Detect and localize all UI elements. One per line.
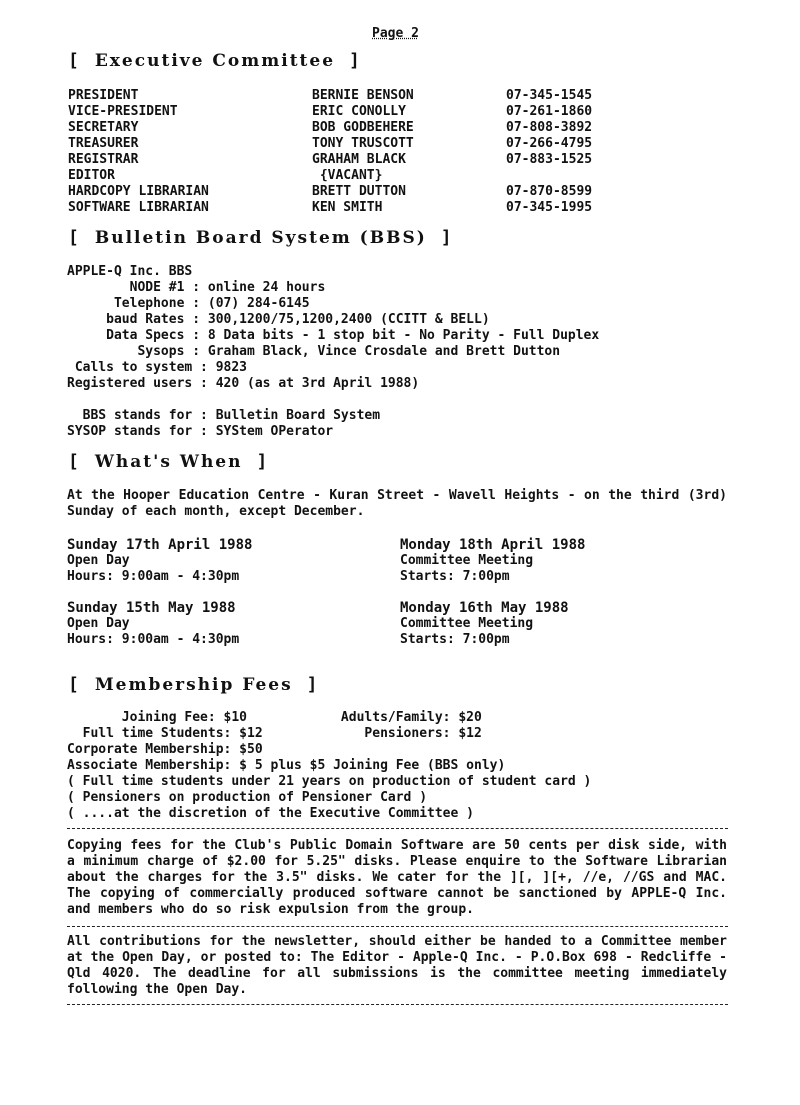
- bbs-line: Data Specs : 8 Data bits - 1 stop bit - No Parity - Full Duplex: [67, 328, 600, 343]
- event-detail: Starts: 7:00pm: [400, 632, 510, 647]
- bbs-line: Sysops : Graham Black, Vince Crosdale and Brett Dutton: [67, 344, 561, 359]
- event-detail: Open Day: [67, 616, 130, 631]
- contributions-paragraph: All contributions for the newsletter, should either be handed to a Committee member at the Open Day, or posted to: The Editor - Apple-Q Inc. - P.O.Box 698 - Redcliffe - Qld 4020. The deadline for all submissions is the committee meeting immediately following the Open Day.: [67, 934, 727, 997]
- exec-role: SOFTWARE LIBRARIAN: [68, 200, 209, 215]
- exec-phone: 07-266-4795: [506, 136, 593, 151]
- exec-phone: 07-345-1995: [506, 200, 593, 215]
- copying-fees-paragraph: Copying fees for the Club's Public Domain Software are 50 cents per disk side, with a minimum charge of $2.00 for 5.25" disks. Please enquire to the Software Librarian about the charges for the 3.5" disks. We cater for the ][, ][+, //e, //GS and MAC. The copying of commercially produced software cannot be sanctioned by APPLE-Q Inc. and members who do so risk expulsion from the group.: [67, 838, 727, 917]
- divider: [67, 828, 728, 829]
- bbs-stands-line: BBS stands for : Bulletin Board System: [67, 408, 381, 423]
- bbs-stands-line: SYSOP stands for : SYStem OPerator: [67, 424, 334, 439]
- page-number: Page 2: [372, 26, 419, 41]
- exec-phone: 07-808-3892: [506, 120, 593, 135]
- whats-when-heading: [ What's When ]: [68, 451, 270, 472]
- exec-row: [68, 104, 728, 120]
- fee-line: Corporate Membership: $50: [67, 742, 263, 757]
- exec-name: BERNIE BENSON: [312, 88, 414, 103]
- executive-committee-title: Executive Committee: [94, 51, 336, 71]
- exec-name: BRETT DUTTON: [312, 184, 406, 199]
- fee-line: ( Full time students under 21 years on production of student card ): [67, 774, 592, 789]
- fee-line: Full time Students: $12 Pensioners: $12: [67, 726, 482, 741]
- exec-name: ERIC CONOLLY: [312, 104, 406, 119]
- event-detail: Open Day: [67, 553, 130, 568]
- exec-role: VICE-PRESIDENT: [68, 104, 178, 119]
- event-title: Monday 16th May 1988: [400, 600, 569, 616]
- exec-role: PRESIDENT: [68, 88, 139, 103]
- fee-line: Associate Membership: $ 5 plus $5 Joining Fee (BBS only): [67, 758, 506, 773]
- event-title: Sunday 17th April 1988: [67, 537, 253, 553]
- event-title: Monday 18th April 1988: [400, 537, 586, 553]
- exec-row: [68, 152, 728, 168]
- exec-role: EDITOR: [68, 168, 115, 183]
- bbs-heading: [ Bulletin Board System (BBS) ]: [68, 227, 454, 248]
- exec-name: KEN SMITH: [312, 200, 383, 215]
- exec-role: REGISTRAR: [68, 152, 139, 167]
- exec-name: GRAHAM BLACK: [312, 152, 406, 167]
- event-detail: Hours: 9:00am - 4:30pm: [67, 569, 240, 584]
- event-detail: Starts: 7:00pm: [400, 569, 510, 584]
- exec-row: [68, 136, 728, 152]
- bbs-line: Calls to system : 9823: [67, 360, 248, 375]
- exec-row: [68, 184, 728, 200]
- membership-fees-title: Membership Fees: [94, 675, 293, 695]
- executive-committee-heading: [ Executive Committee ]: [68, 50, 362, 71]
- exec-row: [68, 168, 728, 184]
- exec-role: SECRETARY: [68, 120, 139, 135]
- event-detail: Hours: 9:00am - 4:30pm: [67, 632, 240, 647]
- bbs-line: Registered users : 420 (as at 3rd April 1988): [67, 376, 420, 391]
- bbs-line: Telephone : (07) 284-6145: [67, 296, 310, 311]
- exec-phone: 07-870-8599: [506, 184, 593, 199]
- exec-row: [68, 200, 728, 216]
- divider: [67, 926, 728, 927]
- divider: [67, 1004, 728, 1005]
- whats-when-intro: At the Hooper Education Centre - Kuran Street - Wavell Heights - on the third (3rd) Sunday of each month, except December.: [67, 488, 727, 519]
- exec-name: TONY TRUSCOTT: [312, 136, 414, 151]
- bbs-line: APPLE-Q Inc. BBS: [67, 264, 193, 279]
- event-detail: Committee Meeting: [400, 553, 534, 568]
- exec-phone: 07-883-1525: [506, 152, 593, 167]
- event-detail: Committee Meeting: [400, 616, 534, 631]
- fee-line: ( Pensioners on production of Pensioner Card ): [67, 790, 428, 805]
- membership-fees-heading: [ Membership Fees ]: [68, 674, 320, 695]
- exec-role: TREASURER: [68, 136, 139, 151]
- bbs-title: Bulletin Board System (BBS): [94, 228, 427, 248]
- fee-line: Joining Fee: $10 Adults/Family: $20: [67, 710, 482, 725]
- fee-line: ( ....at the discretion of the Executive Committee ): [67, 806, 474, 821]
- exec-name: BOB GODBEHERE: [312, 120, 414, 135]
- whats-when-title: What's When: [94, 452, 243, 472]
- bbs-line: baud Rates : 300,1200/75,1200,2400 (CCITT & BELL): [67, 312, 490, 327]
- exec-row: [68, 120, 728, 136]
- exec-phone: 07-261-1860: [506, 104, 593, 119]
- bbs-line: NODE #1 : online 24 hours: [67, 280, 326, 295]
- exec-role: HARDCOPY LIBRARIAN: [68, 184, 209, 199]
- event-title: Sunday 15th May 1988: [67, 600, 236, 616]
- exec-row: [68, 88, 728, 104]
- exec-phone: 07-345-1545: [506, 88, 593, 103]
- exec-name: {VACANT}: [312, 168, 383, 183]
